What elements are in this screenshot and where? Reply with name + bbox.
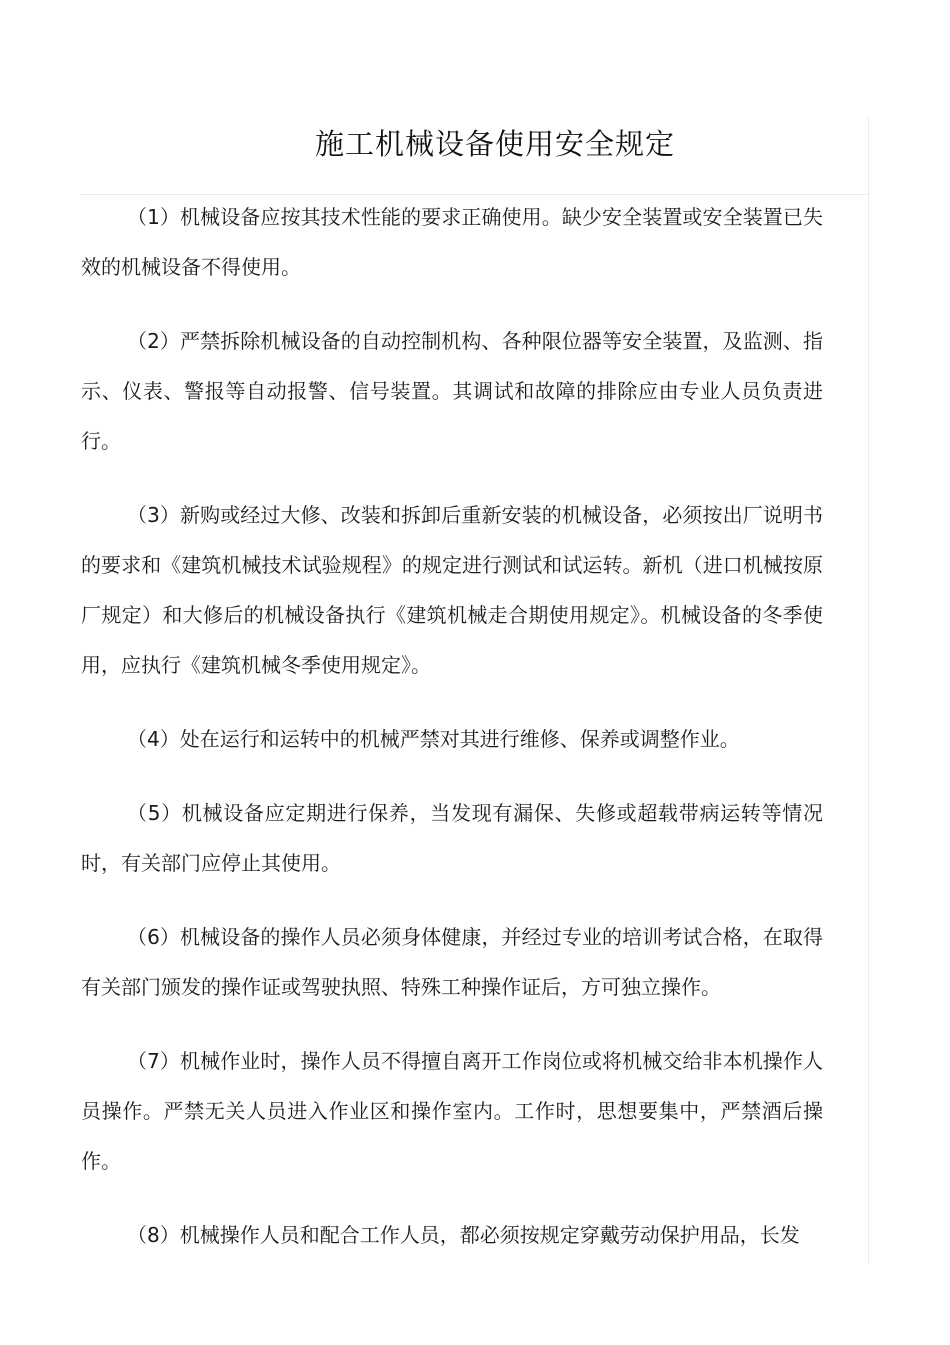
paragraph-8: （8）机械操作人员和配合工作人员，都必须按规定穿戴劳动保护用品，长发 [127,1223,800,1247]
document-title: 施工机械设备使用安全规定 [314,127,675,161]
paragraph-3: （3）新购或经过大修、改装和拆卸后重新安装的机械设备，必须按出厂说明书的要求和《建筑机械技术试验规程》的规定进行测试和试运转。新机（进口机械按原厂规定）和大修后的机械设备执行《建筑机械走合期使用规定》。机械设备的冬季使用，应执行《建筑机械冬季使用规定》。 [81,503,823,677]
paragraph-5: （5）机械设备应定期进行保养，当发现有漏保、失修或超载带病运转等情况时，有关部门应停止其使用。 [81,801,823,875]
paragraph-1: （1）机械设备应按其技术性能的要求正确使用。缺少安全装置或安全装置已失效的机械设备不得使用。 [81,205,823,279]
paragraph-2: （2）严禁拆除机械设备的自动控制机构、各种限位器等安全装置，及监测、指示、仪表、警报等自动报警、信号装置。其调试和故障的排除应由专业人员负责进行。 [81,329,823,453]
paragraph-6: （6）机械设备的操作人员必须身体健康，并经过专业的培训考试合格，在取得有关部门颁发的操作证或驾驶执照、特殊工种操作证后，方可独立操作。 [81,925,823,999]
paragraph-4: （4）处在运行和运转中的机械严禁对其进行维修、保养或调整作业。 [127,727,740,751]
document-body [81,192,823,1284]
page-edge-divider [868,118,869,1263]
paragraph-7: （7）机械作业时，操作人员不得擅自离开工作岗位或将机械交给非本机操作人员操作。严禁无关人员进入作业区和操作室内。工作时，思想要集中，严禁酒后操作。 [81,1049,823,1173]
